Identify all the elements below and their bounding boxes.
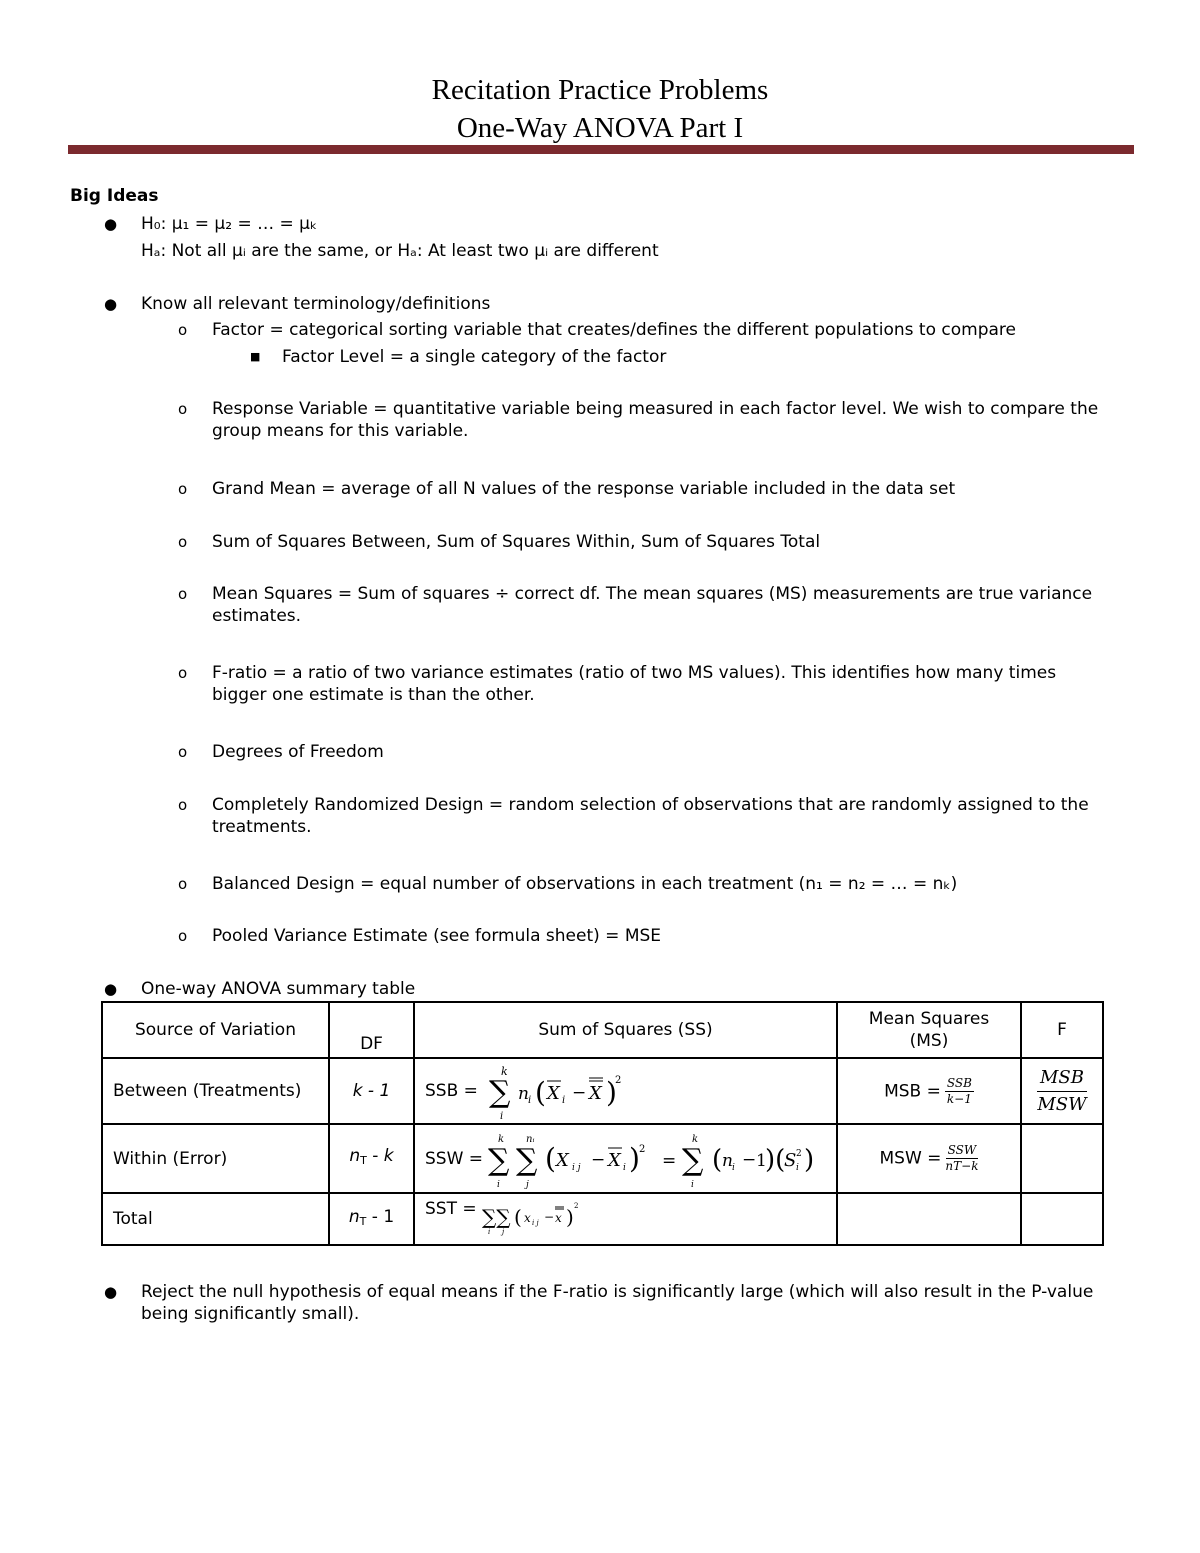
svg-text:∑: ∑ <box>488 1142 510 1178</box>
circle-bullet-icon: o <box>178 321 188 339</box>
svg-text:n: n <box>518 1084 530 1104</box>
circle-bullet-icon: o <box>178 927 188 945</box>
sst-formula-graphic <box>482 1198 612 1238</box>
svg-text:i j: i j <box>532 1219 539 1227</box>
ss-total-label: SST = <box>425 1199 477 1219</box>
terminology-intro: Know all relevant terminology/definitions <box>141 294 491 314</box>
msb-numerator: SSB <box>946 1075 972 1090</box>
svg-text:1: 1 <box>756 1150 768 1171</box>
title-line-2: One-Way ANOVA Part I <box>456 112 744 144</box>
f-between <box>1021 1058 1103 1124</box>
square-bullet-icon: ■ <box>250 350 261 363</box>
header-ms: Mean Squares (MS) <box>837 1002 1021 1058</box>
svg-text:j: j <box>526 1179 530 1190</box>
svg-text:X: X <box>608 1149 622 1171</box>
circle-bullet-icon: o <box>178 664 188 682</box>
ss-within <box>414 1124 837 1193</box>
svg-text:): ) <box>606 1076 618 1109</box>
bullet-icon: ● <box>104 295 118 313</box>
header-f: F <box>1021 1002 1103 1058</box>
f-total <box>1021 1193 1103 1245</box>
f-denominator: MSW <box>1037 1093 1087 1115</box>
ss-within-label: SSW = <box>425 1148 484 1169</box>
section-heading-big-ideas: Big Ideas <box>70 186 159 206</box>
svg-text:(: ( <box>712 1144 723 1175</box>
svg-text:i: i <box>691 1179 695 1190</box>
circle-bullet-icon: o <box>178 585 188 603</box>
bullet-icon: ● <box>104 1283 118 1301</box>
f-fraction <box>1037 1065 1087 1118</box>
def-factor: Factor = categorical sorting variable that creates/defines the different populations to compare <box>212 320 1016 340</box>
ss-between-label: SSB = <box>425 1081 478 1101</box>
circle-bullet-icon: o <box>178 743 188 761</box>
svg-text:n: n <box>722 1150 734 1171</box>
svg-text:∑: ∑ <box>682 1142 704 1178</box>
header-ss: Sum of Squares (SS) <box>414 1002 837 1058</box>
ss-total <box>414 1193 837 1245</box>
svg-text:i: i <box>562 1095 566 1106</box>
svg-text:i j: i j <box>572 1162 581 1173</box>
title-line-1: Recitation Practice Problems <box>431 74 769 106</box>
svg-text:i: i <box>732 1162 736 1173</box>
svg-text:2: 2 <box>639 1143 646 1155</box>
circle-bullet-icon: o <box>178 480 188 498</box>
ss-between <box>414 1058 837 1124</box>
svg-text:2: 2 <box>796 1148 803 1159</box>
svg-text:x: x <box>524 1211 531 1225</box>
f-within <box>1021 1124 1103 1193</box>
table-row <box>102 1058 1103 1124</box>
msw-denominator: nT−k <box>945 1159 979 1173</box>
def-completely-randomized: Completely Randomized Design = random selection of observations that are randomly assigned to the treatments. <box>212 795 1089 837</box>
ms-within <box>837 1124 1021 1193</box>
alternative-hypothesis: Hₐ: Not all μᵢ are the same, or Hₐ: At least two μᵢ are different <box>141 241 659 261</box>
f-numerator: MSB <box>1037 1065 1087 1092</box>
def-factor-level: Factor Level = a single category of the factor <box>282 347 667 367</box>
bullet-icon: ● <box>104 980 118 998</box>
source-between: Between (Treatments) <box>102 1058 329 1124</box>
svg-text:k: k <box>501 1065 508 1078</box>
def-grand-mean: Grand Mean = average of all N values of the response variable included in the data set <box>212 479 956 499</box>
df-between: k - 1 <box>329 1058 414 1124</box>
svg-text:i: i <box>796 1162 800 1173</box>
ssb-formula-graphic <box>483 1061 633 1121</box>
svg-text:): ) <box>566 1205 574 1229</box>
def-mean-squares: Mean Squares = Sum of squares ÷ correct df. The mean squares (MS) measurements are true variance estimates. <box>212 584 1093 626</box>
svg-text:X: X <box>547 1083 561 1104</box>
def-f-ratio: F-ratio = a ratio of two variance estimates (ratio of two MS values). This identifies how many times bigger one estimate is than the other. <box>212 663 1057 705</box>
def-balanced-design: Balanced Design = equal number of observations in each treatment (n₁ = n₂ = … = nₖ) <box>212 874 958 894</box>
svg-text:)(: )( <box>765 1144 786 1175</box>
svg-text:k: k <box>692 1133 699 1145</box>
msw-fraction <box>945 1143 978 1174</box>
svg-text:(: ( <box>535 1076 547 1109</box>
header-df: DF <box>329 1002 414 1058</box>
svg-text:i: i <box>497 1179 501 1190</box>
svg-text:): ) <box>804 1144 815 1175</box>
svg-text:∑: ∑ <box>516 1142 538 1178</box>
table-intro: One-way ANOVA summary table <box>141 979 416 999</box>
svg-text:∑∑: ∑∑ <box>482 1205 511 1229</box>
source-within: Within (Error) <box>102 1124 329 1193</box>
svg-text:i: i <box>500 1111 504 1121</box>
table-header-row <box>102 1002 1103 1058</box>
svg-text:j: j <box>502 1228 505 1236</box>
svg-text:nᵢ: nᵢ <box>526 1133 535 1145</box>
ms-total <box>837 1193 1021 1245</box>
table-row <box>102 1124 1103 1193</box>
header-source: Source of Variation <box>102 1002 329 1058</box>
svg-text:k: k <box>498 1133 505 1145</box>
circle-bullet-icon: o <box>178 400 188 418</box>
ssw-formula-graphic <box>488 1128 818 1190</box>
circle-bullet-icon: o <box>178 796 188 814</box>
def-sums-of-squares: Sum of Squares Between, Sum of Squares Within, Sum of Squares Total <box>212 532 821 552</box>
svg-text:−: − <box>742 1149 757 1170</box>
msw-numerator: SSW <box>947 1143 977 1157</box>
msb-fraction <box>945 1076 974 1107</box>
def-pooled-variance: Pooled Variance Estimate (see formula sheet) = MSE <box>212 926 662 946</box>
svg-text:2: 2 <box>615 1075 622 1086</box>
source-total: Total <box>102 1193 329 1245</box>
svg-text:x: x <box>555 1211 562 1225</box>
svg-text:i: i <box>488 1228 491 1236</box>
svg-text:∑: ∑ <box>489 1075 511 1110</box>
circle-bullet-icon: o <box>178 875 188 893</box>
table-row <box>102 1193 1103 1245</box>
svg-text:−: − <box>544 1210 555 1224</box>
svg-text:X: X <box>556 1149 570 1171</box>
svg-text:−: − <box>591 1149 606 1170</box>
svg-text:S: S <box>784 1149 797 1171</box>
ms-within-label: MSW = <box>879 1148 942 1169</box>
circle-bullet-icon: o <box>178 533 188 551</box>
ms-between-label: MSB = <box>884 1081 941 1101</box>
svg-text:): ) <box>629 1141 641 1175</box>
reject-rule: Reject the null hypothesis of equal means if the F-ratio is significantly large (which will also result in the P-value being significantly small). <box>141 1282 1094 1324</box>
svg-text:−: − <box>572 1083 587 1103</box>
title-rule <box>68 145 1134 154</box>
def-response-variable: Response Variable = quantitative variable being measured in each factor level. We wish to compare the group means for this variable. <box>212 399 1099 441</box>
svg-text:i: i <box>528 1095 532 1106</box>
svg-text:(: ( <box>545 1141 557 1175</box>
svg-text:(: ( <box>514 1205 522 1229</box>
anova-summary-table <box>101 1001 1104 1246</box>
df-within: $n_T$ - k <box>329 1124 414 1193</box>
svg-text:2: 2 <box>574 1202 579 1210</box>
svg-text:i: i <box>623 1162 627 1173</box>
msb-denominator: k−1 <box>946 1091 972 1106</box>
def-degrees-freedom: Degrees of Freedom <box>212 742 384 762</box>
svg-text:X: X <box>589 1083 603 1104</box>
null-hypothesis: H₀: μ₁ = μ₂ = … = μₖ <box>141 214 318 234</box>
df-total: $n_T - 1$ <box>329 1193 414 1245</box>
ms-between <box>837 1058 1021 1124</box>
svg-text:=: = <box>662 1150 677 1171</box>
bullet-icon: ● <box>104 215 118 233</box>
